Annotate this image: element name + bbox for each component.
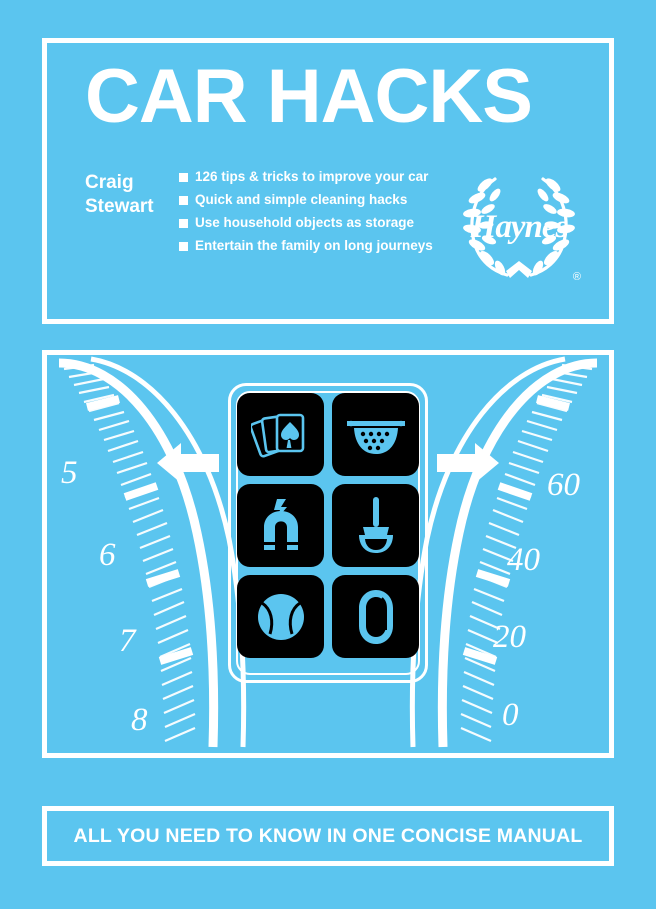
strapline-panel [42,806,614,866]
registered-mark: ® [572,271,581,283]
page-title: CAR HACKS [85,54,532,139]
bullet-square-icon [179,173,188,182]
gauge-label-right-2: 20 [493,619,526,655]
author-first-name: Craig [85,172,134,193]
bullet-square-icon [179,219,188,228]
list-item-label: Quick and simple cleaning hacks [195,191,408,207]
playing-cards-icon [237,393,324,476]
list-item-label: 126 tips & tricks to improve your car [195,169,429,184]
carabiner-icon [332,575,419,658]
gauge-label-right-1: 40 [507,542,540,578]
list-item-label: Use household objects as storage [195,214,415,230]
list-item [179,238,479,255]
feature-list [179,169,479,261]
gauge-label-left-1: 6 [99,537,116,573]
list-item [179,192,479,209]
arrow-right-icon [437,441,499,485]
strapline-text: ALL YOU NEED TO KNOW IN ONE CONCISE MANUAL [73,824,583,847]
list-item [179,215,479,232]
gauge-label-right-0: 60 [547,467,580,503]
gauge-panel [42,350,614,758]
title-panel [42,38,614,324]
colander-icon [332,393,419,476]
gauge-label-left-2: 7 [119,623,136,659]
author-last-name: Stewart [85,195,154,217]
publisher-name: Haynes [470,209,568,245]
icon-grid [237,393,419,658]
left-gauge [59,359,244,747]
magnet-icon [237,484,324,567]
list-item [179,169,479,186]
bullet-square-icon [179,242,188,251]
tennis-ball-icon [237,575,324,658]
right-gauge [412,359,597,747]
gauge-label-right-3: 0 [502,697,519,733]
arrow-left-icon [157,441,219,485]
publisher-logo [455,161,583,289]
gauge-label-left-3: 8 [131,702,148,738]
plunger-icon [332,484,419,567]
bullet-square-icon [179,196,188,205]
gauge-label-left-0: 5 [61,455,78,491]
list-item-label: Entertain the family on long journeys [195,237,433,253]
